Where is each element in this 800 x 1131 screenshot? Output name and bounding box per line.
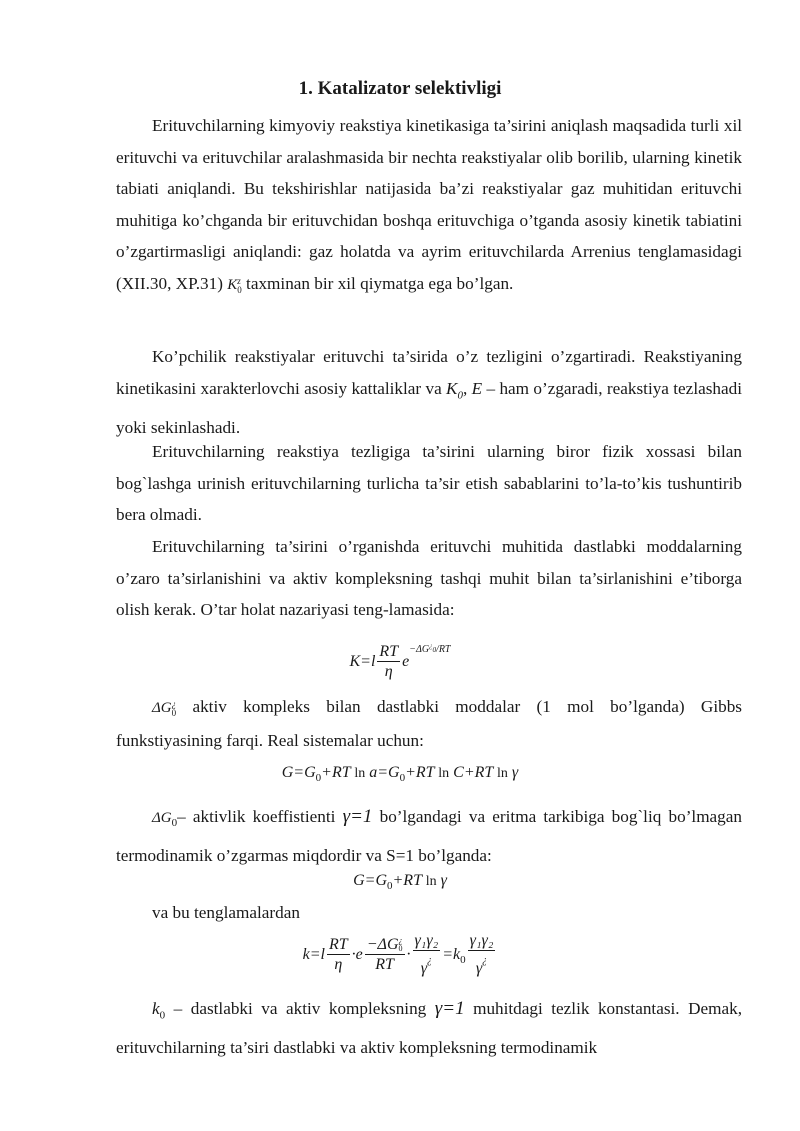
paragraph-3-text: Erituvchilarning reakstiya tezligiga ta’sirini ularning biror fizik xossasi bilan bog`lashga urinish erituvchilarning turlicha ta’sir etish sabablarini to’la-to’kis tushuntirib bera olmadi. [116,442,742,525]
paragraph-5 [116,691,742,756]
paragraph-4 [116,531,742,626]
paragraph-7 [116,897,742,929]
equation-3: $G=G_0+RT$ ln γ [353,872,447,892]
paragraph-3 [116,436,742,531]
equation-4: k=l $\frac{RT}{\eta}$ ·e −ΔG ¿ 0 RT · $\frac{\text{γ₁γ₂}}{\gamma^¿}$ $=k_0$ $\frac{\text{γ₁γ₂}}{\gamma^¿}$ [302,932,494,977]
paragraph-6-text-a: – aktivlik koeffistienti [177,807,336,826]
paragraph-2-separator: , [463,378,468,398]
paragraph-6-text-b: bo’lgandagi va eritma tarkibiga bog`liq bo’lmagan termodinamik o’zgarmas miqdordir va S=1 bo’lganda: [116,807,743,865]
paragraph-8-text-a: – dastlabki va aktiv kompleksning [173,999,427,1018]
section-title: 1. Katalizator selektivligi [298,78,502,99]
equation-2: $G=G_0+RT$ $\ln a=G_0+RT$ ln C+RT ln γ [281,764,519,784]
k0-symbol: $K_0$ [446,378,464,402]
paragraph-2-text-a: Ko’pchilik reakstiyalar erituvchi ta’sirida o’z tezligini o’zgartiradi. Reakstiyaning kinetikasini xarakterlovchi asosiy kattaliklar va [116,347,742,398]
gamma-equals-one-2: γ=1 [434,998,465,1019]
paragraph-7-text: va bu tenglamalardan [152,903,300,922]
paragraph-2-text-b: – ham o’zgaradi, reakstiya tezlashadi yoki sekinlashadi. [116,378,742,437]
delta-g0-symbol: ΔG ¿ 0 [152,698,177,718]
e-symbol: E [471,378,483,398]
delta-g0-symbol-2: $\Delta G_0$ [152,810,178,829]
k0-z-symbol: K z 0 [227,275,242,295]
equation-1: K=l $\frac{RT}{\eta}$ $e^{-\Delta G^¿0/RT}$ [349,642,451,680]
paragraph-6 [116,801,742,871]
paragraph-1 [116,110,742,302]
paragraph-2 [116,341,742,443]
k0-lower-symbol: $k_0$ [152,999,166,1022]
gamma-equals-one: γ=1 [342,806,373,827]
paragraph-4-text: Erituvchilarning ta’sirini o’rganishda erituvchi muhitida dastlabki moddalarning o’zaro ta’sirlanishini va aktiv kompleksning tashqi muhit bilan ta’sirlanishini e’tiborga olish kerak. O’tar holat nazariyasi teng-lamasida: [116,537,742,620]
paragraph-1-text: Erituvchilarning kimyoviy reakstiya kinetikasiga ta’sirini aniqlash maqsadida turli xil erituvchi va erituvchilar aralashmasida bir nechta reakstiyalar olib borilib, ularning kinetik tabiati aniqlandi. Bu tekshirishlar natijasida ba’zi reakstiyalar gaz muhitidan erituvchi muhitiga ko’chganda bir erituvchidan boshqa erituvchiga o’tganda asosiy kinetik tabiatini o’zgartirmasligi aniqlandi: gaz holatda va ayrim erituvchilarda Arrenius tenglamasidagi (XII.30, XP.31) [116,116,742,293]
paragraph-8-text-b: muhitdagi tezlik konstantasi. Demak, erituvchilarning ta’siri dastlabki va aktiv kompleksning termodinamik [116,999,743,1058]
paragraph-5-text: aktiv kompleks bilan dastlabki moddalar (1 mol bo’lganda) Gibbs funkstiyasining farqi. Real sistemalar uchun: [116,697,742,750]
paragraph-8 [116,993,742,1064]
paragraph-1-end: taxminan bir xil qiymatga ega bo’lgan. [246,273,514,293]
